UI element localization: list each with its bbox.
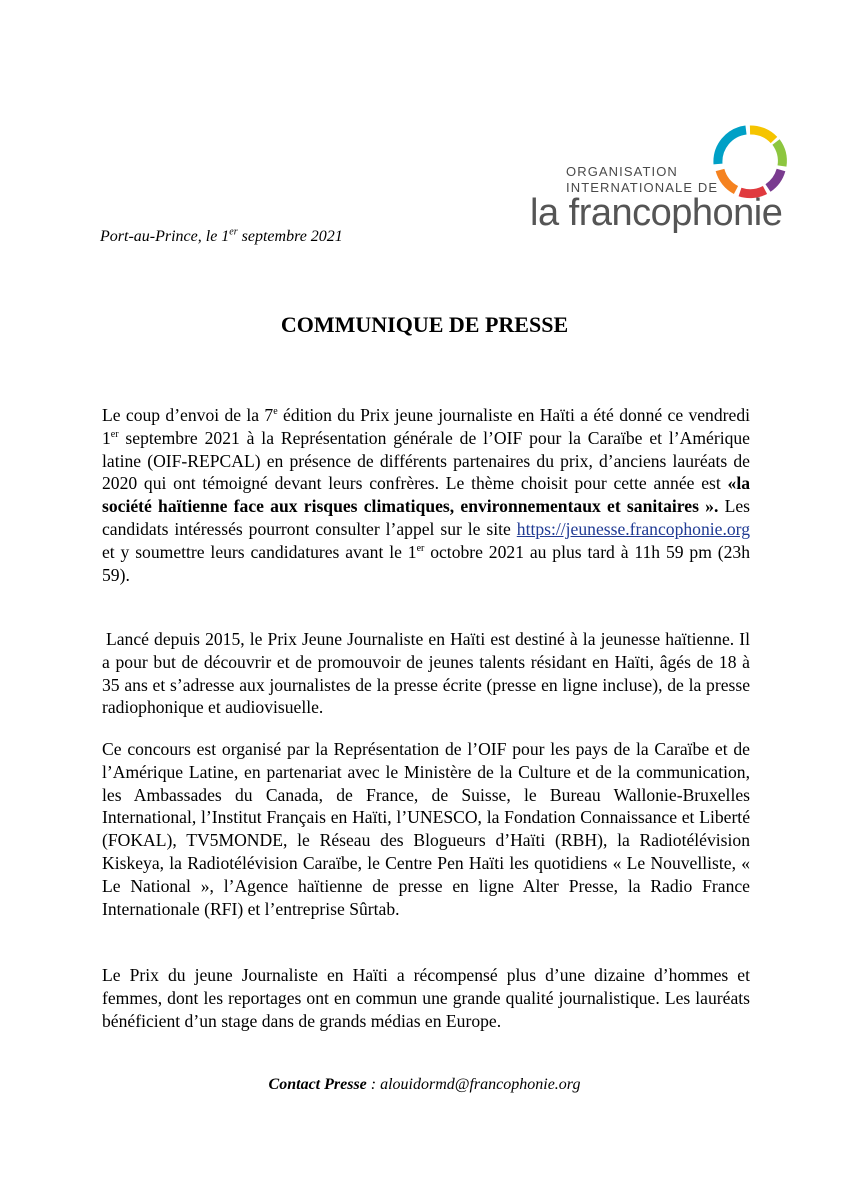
page-title: COMMUNIQUE DE PRESSE xyxy=(280,312,569,337)
p1-sup-1: e xyxy=(273,406,278,418)
francophonie-ring-icon xyxy=(710,122,790,202)
dateline-text: Port-au-Prince, le 1 xyxy=(100,228,230,245)
p1-text-6: octobre 2021 au plus tard à 11h 59 pm (23h 59). xyxy=(102,541,750,585)
paragraph-announcement xyxy=(102,404,750,586)
p1-text-5: et y soumettre leurs candidatures avant le 1 xyxy=(102,541,417,562)
jeunesse-link[interactable]: https://jeunesse.francophonie.org xyxy=(516,518,750,539)
contact-separator: : xyxy=(366,1076,381,1093)
logo-line-organisation: ORGANISATION xyxy=(566,164,678,179)
paragraph-laureates: Le Prix du jeune Journaliste en Haïti a récompensé plus d’une dizaine d’hommes et femmes, dont les reportages ont en commun une grande qualité journalistique. Les lauréats bénéficient d’un stage dans de grands médias en Europe. xyxy=(102,965,750,1031)
ring-segment-green xyxy=(776,142,782,166)
logo-wordmark: la francophonie xyxy=(530,192,783,234)
ring-segment-blue xyxy=(718,130,746,164)
logo-line-internationale: INTERNATIONALE DE xyxy=(566,180,719,195)
ring-segment-orange xyxy=(720,170,736,190)
p1-text-4: Les candidats intéressés pourront consulter l’appel sur le site xyxy=(102,496,750,539)
dateline xyxy=(100,228,343,246)
contact-line xyxy=(0,1076,849,1094)
paragraph-partners: Ce concours est organisé par la Représentation de l’OIF pour les pays de la Caraïbe et de l’Amérique Latine, en partenariat avec le Ministère de la Culture et de la communication, les Ambassades du Canada, de France, de Suisse, le Bureau Wallonie-Bruxelles International, l’Institut Français en Haïti, l’UNESCO, la Fondation Connaissance et Liberté (FOKAL), TV5MONDE, le Réseau des Blogueurs d’Haïti (RBH), la Radiotélévision Kiskeya, la Radiotélévision Caraïbe, le Centre Pen Haïti les quotidiens « Le Nouvelliste, « Le National », l’Agence haïtienne de presse en ligne Alter Presse, la Radio France Internationale (RFI) et l’entreprise Sûrtab. xyxy=(102,739,750,919)
p1-theme: «la société haïtienne face aux risques climatiques, environnementaux et sanitaires ». xyxy=(102,473,750,517)
contact-email: alouidormd@francophonie.org xyxy=(380,1076,581,1093)
contact-label: Contact Presse xyxy=(268,1076,367,1093)
paragraph-history xyxy=(102,628,750,719)
p1-text-2: édition du Prix jeune journaliste en Haïti a été donné ce vendredi 1 xyxy=(102,405,751,448)
dateline-rest: septembre 2021 xyxy=(237,228,343,245)
oif-logo xyxy=(530,122,790,242)
p1-sup-2: er xyxy=(110,428,119,440)
p1-text-3: septembre 2021 à la Représentation générale de l’OIF pour la Caraïbe et l’Amérique latine (OIF-REPCAL) en présence de différents partenaires du prix, d’anciens lauréats de 2020 qui ont témoigné devant leurs confrères. Le thème choisit pour cette année est xyxy=(102,427,750,494)
p1-sup-3: er xyxy=(416,542,425,554)
dateline-sup: er xyxy=(229,226,238,238)
ring-segment-yellow xyxy=(750,130,774,140)
p1-text-1: Le coup d’envoi de la 7 xyxy=(102,405,274,425)
ring-segment-purple xyxy=(768,170,781,188)
p2-text: Lancé depuis 2015, le Prix Jeune Journaliste en Haïti est destiné à la jeunesse haïtienne. Il a pour but de découvrir et de promouvoir de jeunes talents résidant en Haïti, âgés de 18 à 35 ans et s’adresse aux journalistes de la presse écrite (presse en ligne incluse), de la presse radiophonique et audiovisuelle. xyxy=(102,629,750,718)
